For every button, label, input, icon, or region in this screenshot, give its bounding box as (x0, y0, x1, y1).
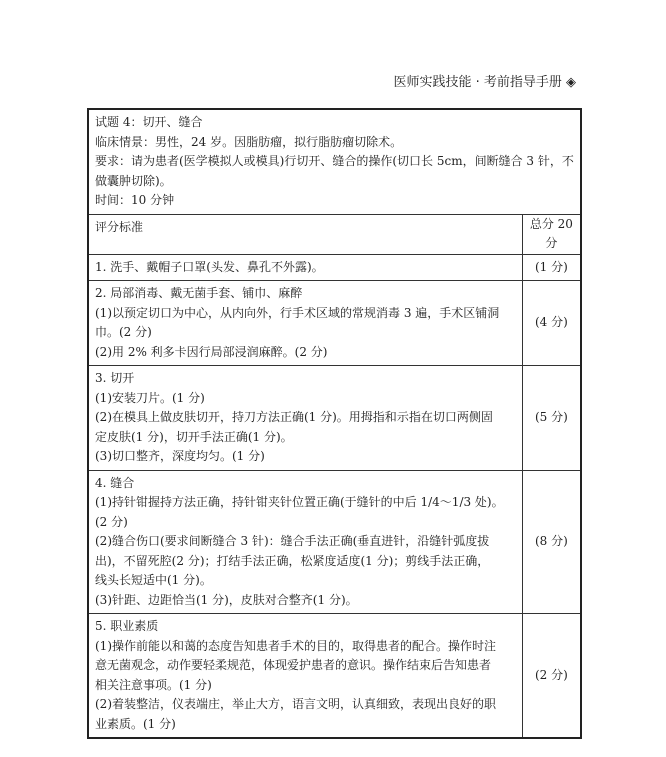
criteria-cell (88, 254, 522, 281)
score-cell: (8 分) (522, 470, 581, 614)
criteria-row (88, 614, 581, 739)
intro-line: 时间：10 分钟 (95, 193, 175, 207)
criteria-line: (3)针距、边距恰当(1 分)，皮肤对合整齐(1 分)。 (95, 592, 358, 607)
criteria-line: (2)在模具上做皮肤切开，持刀方法正确(1 分)。用拇指和示指在切口两侧固 (95, 410, 493, 424)
intro-line: 要求：请为患者(医学模拟人或模具)行切开、缝合的操作(切口长 5cm，间断缝合 3 针，不 (95, 154, 574, 168)
criteria-cell (88, 614, 522, 739)
scoring-table (87, 108, 582, 739)
intro-line: 做囊肿切除)。 (95, 173, 172, 188)
score-cell: (5 分) (522, 366, 581, 471)
intro-row (88, 109, 581, 214)
criteria-line: (2)缝合伤口(要求间断缝合 3 针)：缝合手法正确(垂直进针，沿缝针弧度拔 (95, 534, 490, 548)
criteria-title: 1. 洗手、戴帽子口罩(头发、鼻孔不外露)。 (95, 259, 324, 274)
criteria-line: (1)安装刀片。(1 分) (95, 390, 205, 405)
criteria-title: 4. 缝合 (95, 475, 135, 490)
criteria-line: 业素质。(1 分) (95, 716, 176, 731)
criteria-row (88, 254, 581, 281)
intro-line: 临床情景：男性，24 岁。因脂肪瘤，拟行脂肪瘤切除术。 (95, 134, 403, 149)
total-score-header: 总分 20 分 (522, 214, 581, 254)
criteria-row (88, 366, 581, 471)
score-cell: (4 分) (522, 281, 581, 366)
criteria-title: 3. 切开 (95, 371, 135, 385)
score-cell: (1 分) (522, 254, 581, 281)
criteria-line: (2 分) (95, 514, 128, 529)
criteria-cell (88, 366, 522, 471)
criteria-line: 定皮肤(1 分)，切开手法正确(1 分)。 (95, 429, 293, 444)
criteria-line: 线头长短适中(1 分)。 (95, 573, 212, 587)
criteria-row (88, 470, 581, 614)
intro-line: 试题 4：切开、缝合 (95, 115, 203, 129)
running-head: 医师实践技能 · 考前指导手册 ◈ (393, 75, 576, 90)
score-cell: (2 分) (522, 614, 581, 739)
criteria-line: 相关注意事项。(1 分) (95, 677, 212, 692)
criteria-cell (88, 470, 522, 614)
criteria-line: 意无菌观念，动作要轻柔规范，体现爱护患者的意识。操作结束后告知患者 (95, 658, 492, 672)
header-row (88, 214, 581, 254)
criteria-line: (1)持针钳握持方法正确，持针钳夹针位置正确(于缝针的中后 1/4～1/3 处)。 (95, 495, 504, 509)
criteria-header: 评分标准 (88, 214, 522, 254)
criteria-row (88, 281, 581, 366)
criteria-title: 2. 局部消毒、戴无菌手套、铺巾、麻醉 (95, 286, 303, 300)
criteria-line: 出)，不留死腔(2 分)；打结手法正确，松紧度适度(1 分)；剪线手法正确， (95, 553, 490, 568)
criteria-line: 巾。(2 分) (95, 325, 152, 339)
criteria-line: (3)切口整齐，深度均匀。(1 分) (95, 449, 265, 463)
criteria-line: (2)用 2% 利多卡因行局部浸润麻醉。(2 分) (95, 344, 328, 359)
criteria-title: 5. 职业素质 (95, 619, 159, 633)
criteria-line: (1)操作前能以和蔼的态度告知患者手术的目的，取得患者的配合。操作时注 (95, 638, 497, 653)
criteria-cell (88, 281, 522, 366)
criteria-line: (2)着装整洁，仪表端庄，举止大方，语言文明，认真细致，表现出良好的职 (95, 697, 497, 711)
intro-cell (88, 109, 581, 214)
criteria-line: (1)以预定切口为中心，从内向外，行手术区域的常规消毒 3 遍，手术区铺洞 (95, 305, 500, 320)
